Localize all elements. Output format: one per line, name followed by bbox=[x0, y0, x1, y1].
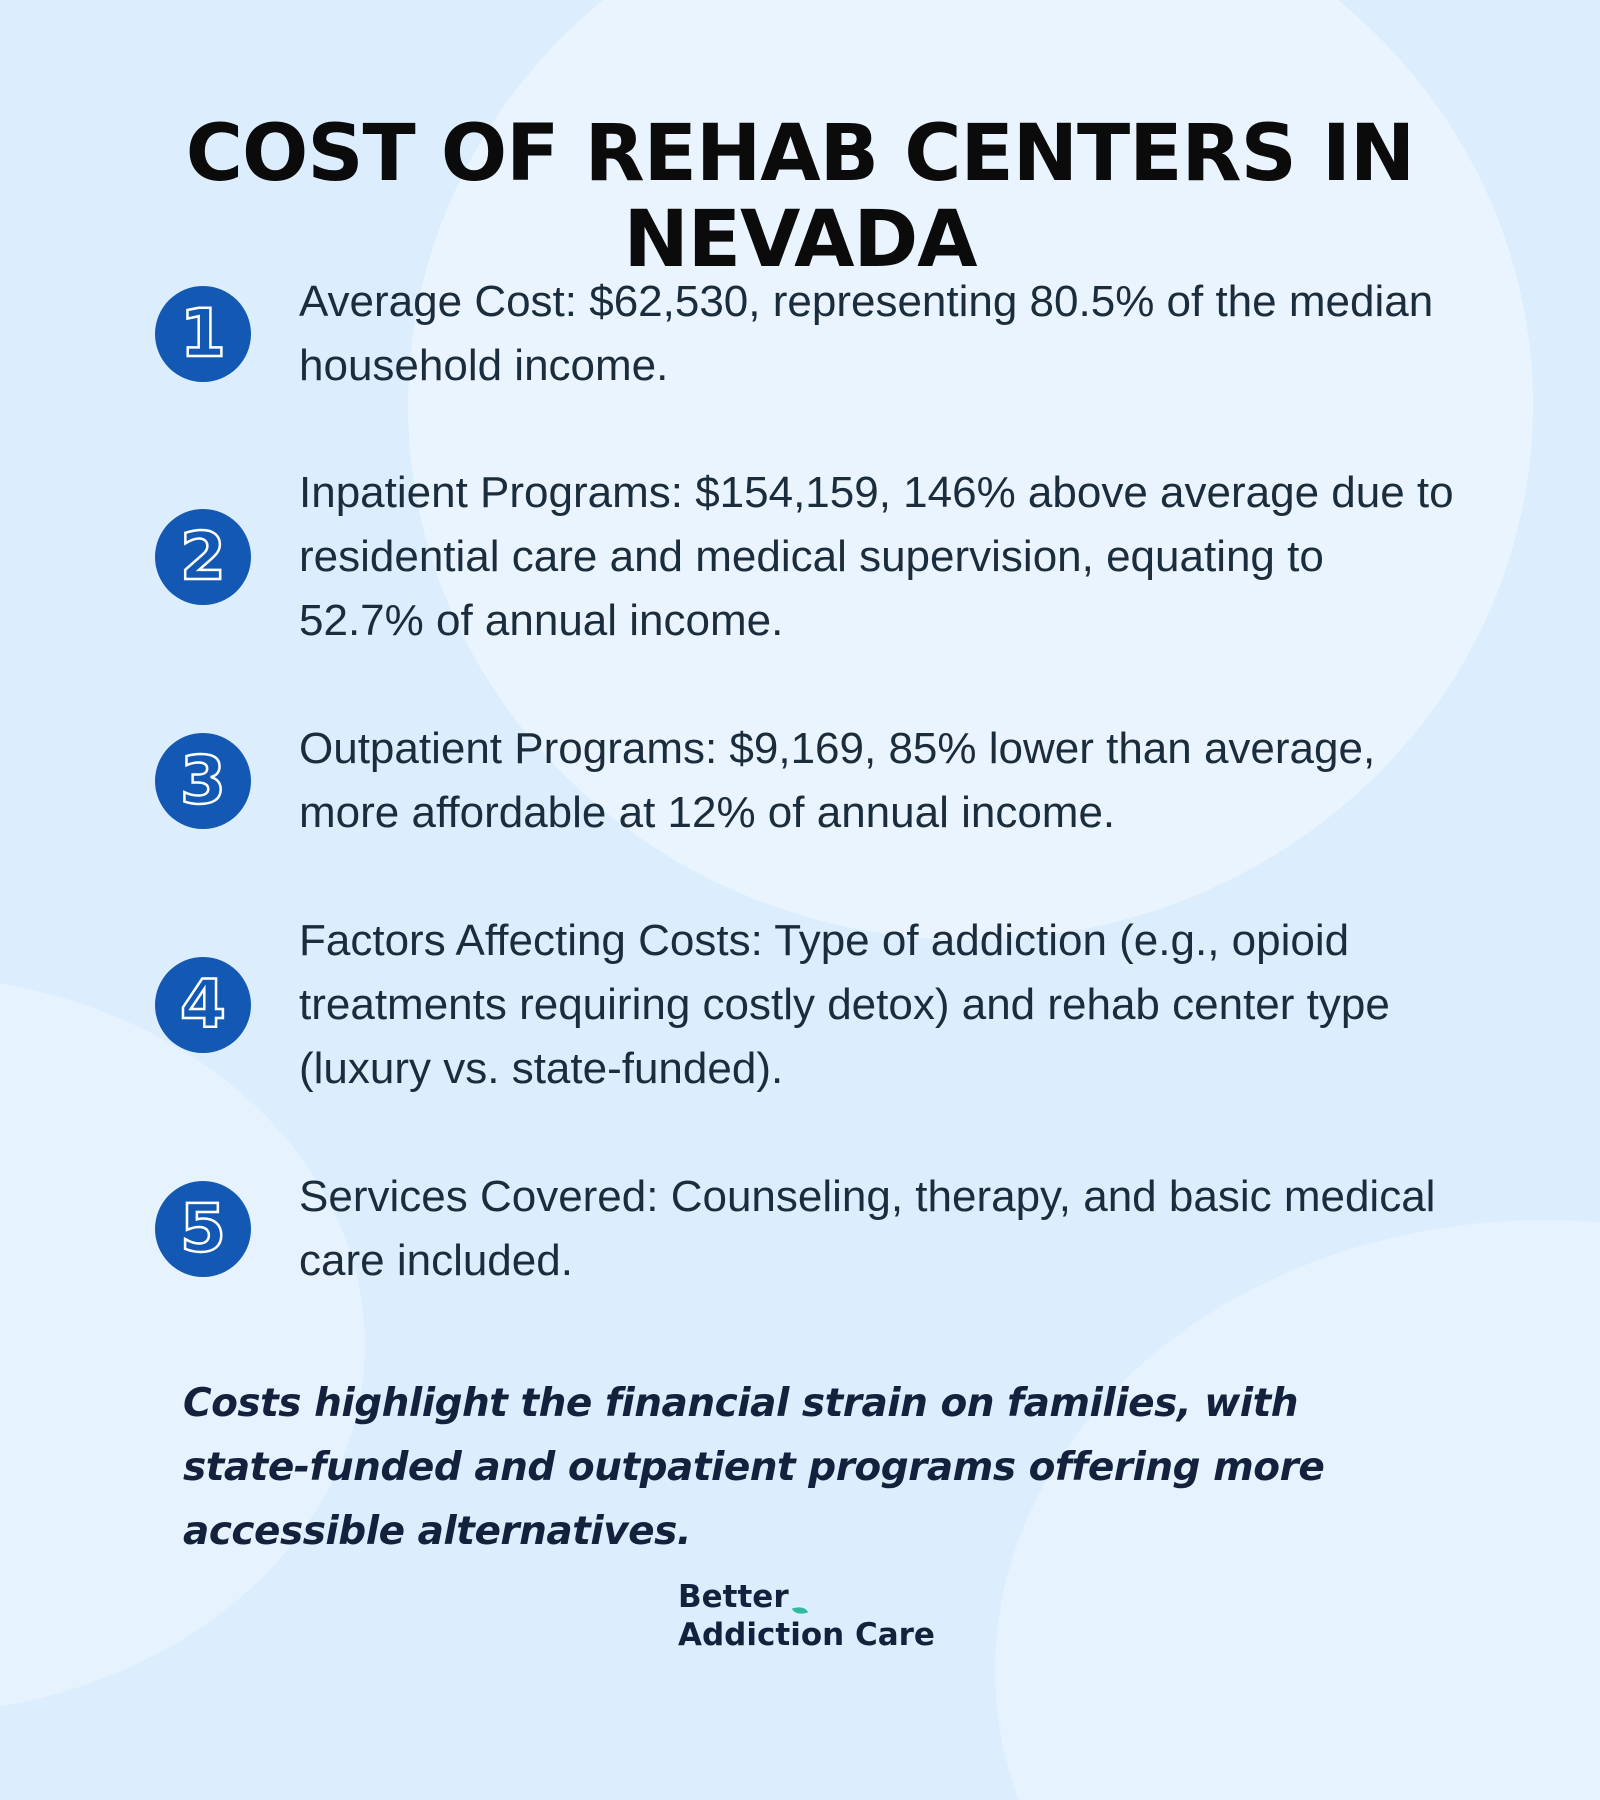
logo-line-1: Better bbox=[678, 1579, 789, 1615]
list-item-average-cost bbox=[155, 270, 1455, 398]
list-item-text: Factors Affecting Costs: Type of addiction (e.g., opioid treatments requiring costly detox) and rehab center type (luxury vs. state-funded). bbox=[299, 916, 1390, 1093]
list-item-text: Outpatient Programs: $9,169, 85% lower than average, more affordable at 12% of annual income. bbox=[299, 724, 1376, 837]
list-item-text: Average Cost: $62,530, representing 80.5% of the median household income. bbox=[299, 277, 1434, 390]
list-item-inpatient bbox=[155, 461, 1455, 653]
number-badge-4: 4 bbox=[155, 957, 251, 1053]
page-title: COST OF REHAB CENTERS IN NEVADA bbox=[185, 109, 1415, 285]
list-item-outpatient bbox=[155, 717, 1455, 845]
number-badge-3: 3 bbox=[155, 733, 251, 829]
number-badge-2: 2 bbox=[155, 509, 251, 605]
list-item-services bbox=[155, 1165, 1455, 1293]
list-item-factors bbox=[155, 909, 1455, 1101]
summary-text: Costs highlight the financial strain on families, with state-funded and outpatient programs offering more accessible alternatives. bbox=[183, 1381, 1325, 1554]
brand-logo bbox=[678, 1578, 935, 1654]
list-item-text: Services Covered: Counseling, therapy, and basic medical care included. bbox=[299, 1172, 1436, 1285]
number-badge-5: 5 bbox=[155, 1181, 251, 1277]
number-badge-1: 1 bbox=[155, 286, 251, 382]
list-item-text: Inpatient Programs: $154,159, 146% above average due to residential care and medical supervision, equating to 52.7% of annual income. bbox=[299, 468, 1454, 645]
logo-line-2: Addiction Care bbox=[678, 1617, 935, 1653]
